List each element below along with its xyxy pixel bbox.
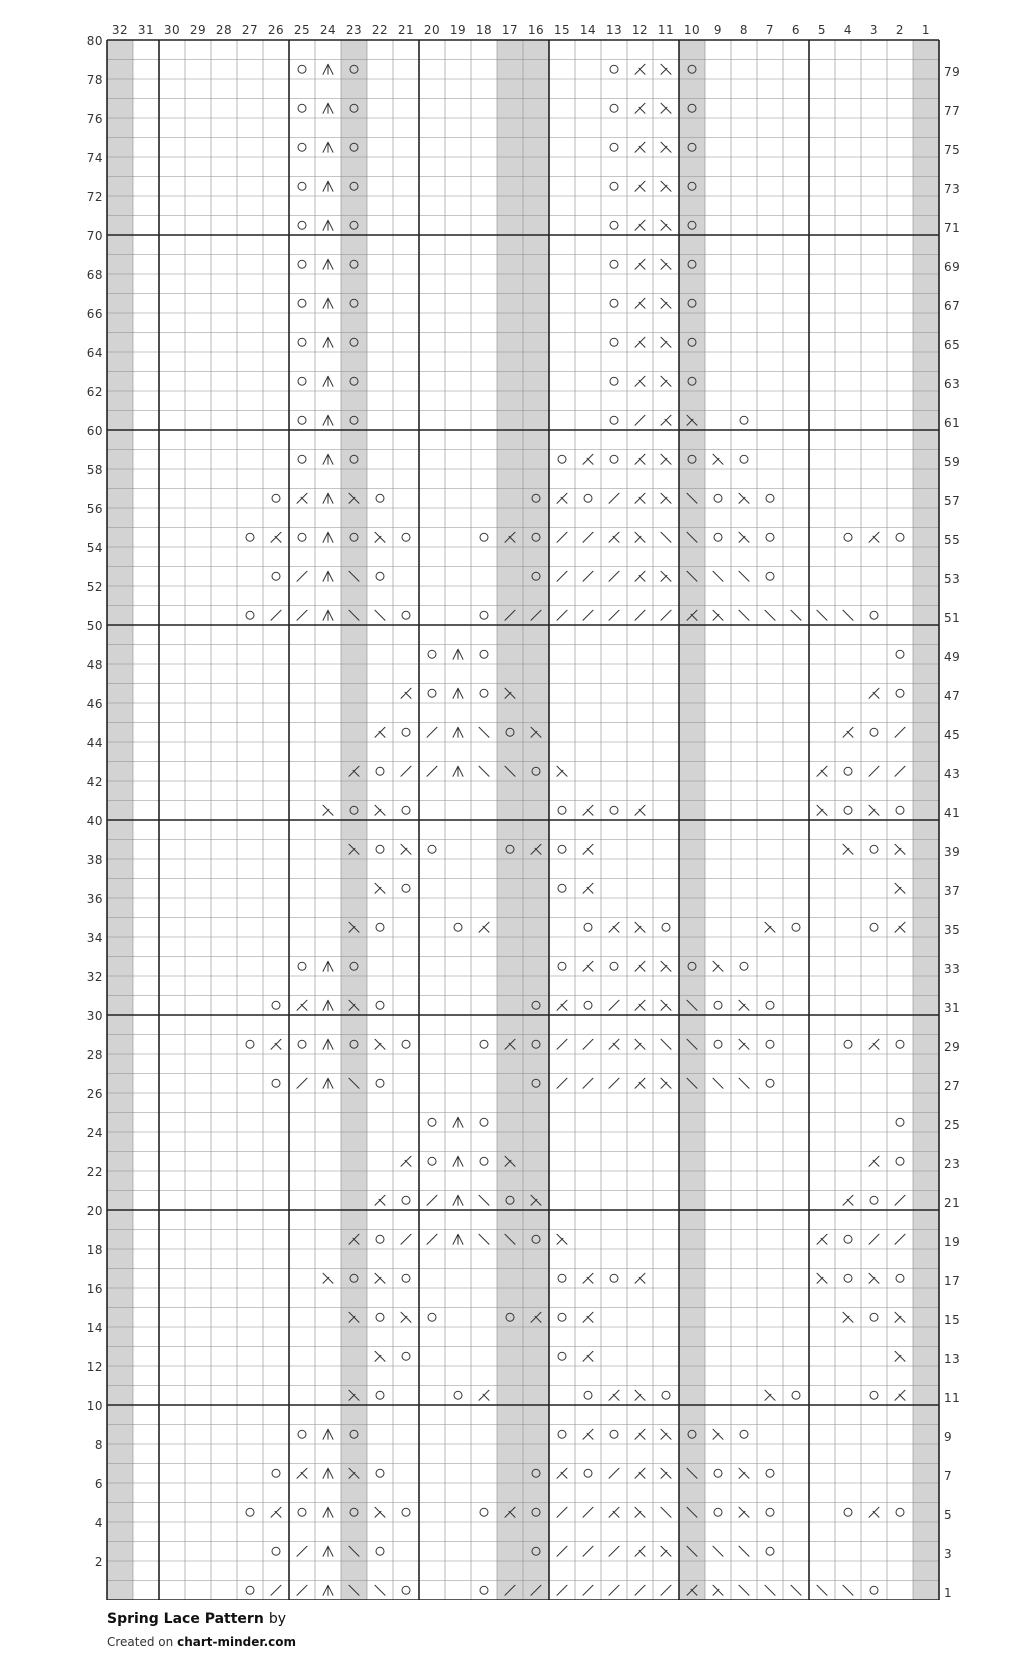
row-number-right: 27	[944, 1079, 961, 1093]
column-number-top: 23	[345, 23, 363, 37]
row-number-right: 29	[944, 1040, 961, 1054]
column-number-top: 28	[215, 23, 233, 37]
column-number-top: 2	[895, 23, 905, 37]
column-number-top: 9	[713, 23, 723, 37]
row-number-left: 22	[86, 1165, 103, 1179]
row-number-left: 24	[86, 1126, 103, 1140]
row-number-left: 20	[86, 1204, 103, 1218]
row-number-right: 37	[944, 884, 961, 898]
column-number-top: 20	[423, 23, 441, 37]
row-number-right: 61	[944, 416, 961, 430]
column-number-top: 8	[739, 23, 749, 37]
row-number-right: 57	[944, 494, 961, 508]
column-number-top: 21	[397, 23, 415, 37]
row-number-right: 65	[944, 338, 961, 352]
row-number-left: 18	[86, 1243, 103, 1257]
row-number-right: 35	[944, 923, 961, 937]
row-number-right: 63	[944, 377, 961, 391]
row-number-left: 16	[86, 1282, 103, 1296]
row-number-right: 59	[944, 455, 961, 469]
row-number-left: 80	[86, 34, 103, 48]
row-number-right: 49	[944, 650, 961, 664]
column-number-top: 24	[319, 23, 337, 37]
row-number-right: 9	[944, 1430, 953, 1444]
column-number-top: 14	[579, 23, 597, 37]
column-number-top: 13	[605, 23, 623, 37]
column-number-top: 26	[267, 23, 285, 37]
column-number-top: 32	[111, 23, 129, 37]
row-number-left: 44	[86, 736, 103, 750]
row-number-right: 73	[944, 182, 961, 196]
row-number-right: 21	[944, 1196, 961, 1210]
row-number-left: 62	[86, 385, 103, 399]
row-number-left: 42	[86, 775, 103, 789]
row-number-left: 50	[86, 619, 103, 633]
row-number-right: 47	[944, 689, 961, 703]
pattern-title: Spring Lace Pattern	[107, 1611, 264, 1627]
row-number-left: 46	[86, 697, 103, 711]
row-number-right: 33	[944, 962, 961, 976]
row-number-left: 28	[86, 1048, 103, 1062]
row-number-left: 74	[86, 151, 103, 165]
row-number-right: 71	[944, 221, 961, 235]
row-number-right: 41	[944, 806, 961, 820]
row-number-right: 13	[944, 1352, 961, 1366]
column-number-top: 19	[449, 23, 467, 37]
row-number-left: 14	[86, 1321, 103, 1335]
row-number-right: 17	[944, 1274, 961, 1288]
row-number-right: 15	[944, 1313, 961, 1327]
row-number-left: 4	[94, 1516, 103, 1530]
column-number-top: 6	[791, 23, 801, 37]
row-number-left: 40	[86, 814, 103, 828]
column-number-top: 31	[137, 23, 155, 37]
row-number-left: 52	[86, 580, 103, 594]
row-number-left: 64	[86, 346, 103, 360]
row-number-right: 67	[944, 299, 961, 313]
created-prefix: Created on	[107, 1635, 174, 1649]
column-number-top: 30	[163, 23, 181, 37]
row-number-right: 19	[944, 1235, 961, 1249]
row-number-left: 8	[94, 1438, 103, 1452]
row-number-left: 10	[86, 1399, 103, 1413]
row-number-left: 60	[86, 424, 103, 438]
row-number-right: 77	[944, 104, 961, 118]
row-number-right: 69	[944, 260, 961, 274]
row-number-right: 75	[944, 143, 961, 157]
column-number-top: 18	[475, 23, 493, 37]
column-number-top: 15	[553, 23, 571, 37]
row-number-left: 30	[86, 1009, 103, 1023]
row-number-left: 38	[86, 853, 103, 867]
row-number-right: 11	[944, 1391, 961, 1405]
row-number-left: 56	[86, 502, 103, 516]
row-number-right: 43	[944, 767, 961, 781]
pattern-author-prefix: by	[268, 1611, 287, 1627]
column-number-top: 3	[869, 23, 879, 37]
column-number-top: 12	[631, 23, 649, 37]
row-number-right: 31	[944, 1001, 961, 1015]
row-number-left: 70	[86, 229, 103, 243]
row-number-left: 12	[86, 1360, 103, 1374]
row-number-left: 6	[94, 1477, 103, 1491]
column-number-top: 5	[817, 23, 827, 37]
row-number-left: 2	[94, 1555, 103, 1569]
chart-caption	[107, 1608, 296, 1649]
site-name: chart-minder.com	[177, 1635, 296, 1649]
row-number-left: 48	[86, 658, 103, 672]
row-number-left: 54	[86, 541, 103, 555]
row-number-right: 3	[944, 1547, 953, 1561]
column-number-top: 17	[501, 23, 519, 37]
row-number-left: 58	[86, 463, 103, 477]
row-number-left: 78	[86, 73, 103, 87]
column-number-top: 7	[765, 23, 775, 37]
row-number-right: 25	[944, 1118, 961, 1132]
column-number-top: 1	[921, 23, 931, 37]
column-number-top: 29	[189, 23, 207, 37]
column-number-top: 10	[683, 23, 701, 37]
row-number-right: 53	[944, 572, 961, 586]
row-number-right: 23	[944, 1157, 961, 1171]
column-number-top: 4	[843, 23, 853, 37]
column-number-top: 25	[293, 23, 311, 37]
row-number-left: 76	[86, 112, 103, 126]
created-on-line	[107, 1635, 296, 1649]
column-number-top: 22	[371, 23, 389, 37]
row-number-right: 45	[944, 728, 961, 742]
row-number-right: 55	[944, 533, 961, 547]
row-number-right: 7	[944, 1469, 953, 1483]
column-number-top: 16	[527, 23, 545, 37]
row-number-left: 34	[86, 931, 103, 945]
column-number-top: 27	[241, 23, 259, 37]
row-number-left: 72	[86, 190, 103, 204]
row-number-left: 26	[86, 1087, 103, 1101]
row-number-right: 39	[944, 845, 961, 859]
row-number-left: 32	[86, 970, 103, 984]
row-number-left: 66	[86, 307, 103, 321]
row-number-right: 51	[944, 611, 961, 625]
row-number-right: 79	[944, 65, 961, 79]
row-number-right: 1	[944, 1586, 953, 1600]
row-number-right: 5	[944, 1508, 953, 1522]
row-number-left: 68	[86, 268, 103, 282]
column-number-top: 11	[657, 23, 675, 37]
row-number-left: 36	[86, 892, 103, 906]
